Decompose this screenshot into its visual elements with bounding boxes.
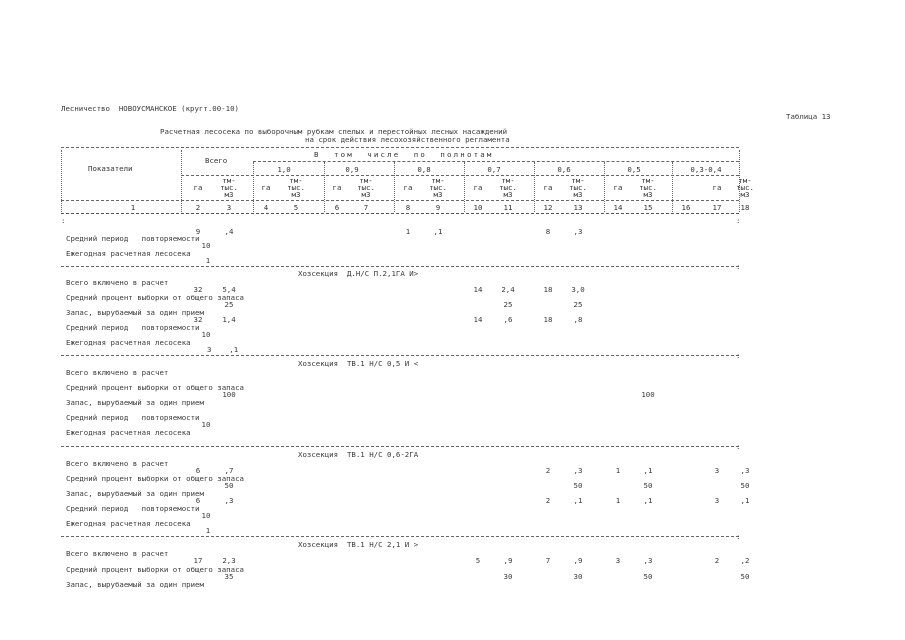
- header-col-separator: [394, 162, 395, 212]
- unit-vol: м3: [224, 190, 234, 199]
- cell-value: ,3: [573, 466, 583, 475]
- cell-value: 100: [641, 390, 655, 399]
- cell-value: 3: [714, 466, 720, 475]
- row-label-avg-period: Средний период повторяемости: [66, 234, 200, 243]
- unit-vol: тыс.: [357, 183, 375, 192]
- unit-vol: тыс.: [287, 183, 305, 192]
- unit-ha: га: [473, 183, 483, 192]
- cell-value: 6: [195, 466, 201, 475]
- forestry-title: Лесничество НОВОУСМАНСКОЕ (кругт.00-10): [61, 104, 239, 113]
- density-header: 0,5: [627, 165, 641, 174]
- cell-value: 18: [543, 315, 553, 324]
- cell-value: 6: [195, 496, 201, 505]
- column-number: 1: [130, 203, 136, 212]
- cell-value: 7: [545, 556, 551, 565]
- row-label-stock: Запас, вырубаемый за один прием: [66, 489, 204, 498]
- unit-ha: га: [712, 183, 722, 192]
- column-number: 13: [573, 203, 583, 212]
- cell-value: 9: [195, 227, 201, 236]
- column-number: 8: [405, 203, 411, 212]
- column-number: 11: [503, 203, 513, 212]
- cell-value: 50: [573, 481, 583, 490]
- cell-value: 50: [224, 481, 234, 490]
- cell-value: 3,0: [571, 285, 585, 294]
- section-title: Хозсекция ТВ.1 Н/С 0,6-2ГА: [298, 450, 419, 459]
- cell-value: ,7: [224, 466, 234, 475]
- cell-value: 10: [201, 420, 211, 429]
- unit-vol: м3: [503, 190, 513, 199]
- density-header: 1,0: [277, 165, 291, 174]
- cell-value: 1: [615, 466, 621, 475]
- unit-ha: га: [332, 183, 342, 192]
- cell-value: 17: [193, 556, 203, 565]
- cell-value: 50: [643, 572, 653, 581]
- row-label-stock: Запас, вырубаемый за один прием: [66, 398, 204, 407]
- cell-value: 1: [205, 526, 211, 535]
- cell-value: 32: [193, 315, 203, 324]
- row-label-annual-cut: Ежегодная расчетная лесосека: [66, 428, 191, 437]
- unit-vol: м3: [740, 190, 750, 199]
- cell-value: 3: [615, 556, 621, 565]
- unit-vol: м3: [361, 190, 371, 199]
- cell-value: 1: [615, 496, 621, 505]
- unit-ha: га: [543, 183, 553, 192]
- cell-value: 14: [473, 285, 483, 294]
- table-number: Таблица 13: [786, 112, 831, 121]
- cell-value: 50: [740, 481, 750, 490]
- unit-vol: тм-: [289, 176, 303, 185]
- cell-value: 32: [193, 285, 203, 294]
- cell-value: 10: [201, 241, 211, 250]
- cell-value: 50: [740, 572, 750, 581]
- row-label-total-included: Всего включено в расчет: [66, 278, 169, 287]
- cell-value: 10: [201, 511, 211, 520]
- unit-vol: тм-: [738, 176, 752, 185]
- unit-vol: тыс.: [429, 183, 447, 192]
- report-subtitle: на срок действия лесохозяйственного регламента: [305, 135, 510, 144]
- header-col-separator: [324, 162, 325, 212]
- header-rule-2: [61, 200, 739, 201]
- cell-value: 5,4: [222, 285, 236, 294]
- cell-value: 2: [545, 496, 551, 505]
- cell-value: 30: [503, 572, 513, 581]
- cell-value: 2: [714, 556, 720, 565]
- header-col-separator: [464, 162, 465, 212]
- row-label-avg-percent: Средний процент выборки от общего запаса: [66, 474, 244, 483]
- column-number: 4: [263, 203, 269, 212]
- cell-value: ,1: [643, 466, 653, 475]
- unit-ha: га: [261, 183, 271, 192]
- cell-value: 1: [405, 227, 411, 236]
- cell-value: 3 ,1: [207, 345, 239, 354]
- cell-value: 2,4: [501, 285, 515, 294]
- cell-value: ,1: [573, 496, 583, 505]
- cell-value: ,2: [740, 556, 750, 565]
- row-label-avg-percent: Средний процент выборки от общего запаса: [66, 383, 244, 392]
- unit-vol: м3: [643, 190, 653, 199]
- column-number: 14: [613, 203, 623, 212]
- cell-value: ,3: [643, 556, 653, 565]
- section-title: Хозсекция ТВ.1 Н/С 0,5 И <: [298, 359, 419, 368]
- section-rule: [61, 446, 739, 447]
- row-label-stock: Запас, вырубаемый за один прием: [66, 308, 204, 317]
- unit-vol: тыс.: [639, 183, 657, 192]
- row-label-total-included: Всего включено в расчет: [66, 368, 169, 377]
- row-label-avg-percent: Средний процент выборки от общего запаса: [66, 565, 244, 574]
- row-label-stock: Запас, вырубаемый за один прием: [66, 580, 204, 589]
- section-title: Хозсекция Д.Н/С П.2,1ГА И>: [298, 269, 419, 278]
- cell-value: 14: [473, 315, 483, 324]
- unit-vol: м3: [291, 190, 301, 199]
- section-rule: [61, 536, 739, 537]
- unit-vol: тм-: [222, 176, 236, 185]
- row-label-annual-cut: Ежегодная расчетная лесосека: [66, 338, 191, 347]
- header-col-separator: [181, 150, 182, 212]
- cell-value: 25: [224, 300, 234, 309]
- rule-marker: :: [736, 442, 741, 451]
- unit-vol: тм-: [501, 176, 515, 185]
- cell-value: 30: [573, 572, 583, 581]
- cell-value: ,3: [224, 496, 234, 505]
- cell-value: 18: [543, 285, 553, 294]
- unit-vol: тыс.: [569, 183, 587, 192]
- col-including-header: В том числе по полнотам: [314, 150, 494, 159]
- header-col-separator: [534, 162, 535, 212]
- cell-value: 35: [224, 572, 234, 581]
- column-number: 5: [293, 203, 299, 212]
- cell-value: 5: [475, 556, 481, 565]
- rule-marker: :: [736, 532, 741, 541]
- column-number: 3: [226, 203, 232, 212]
- column-number: 7: [363, 203, 369, 212]
- column-number: 16: [681, 203, 691, 212]
- cell-value: ,8: [573, 315, 583, 324]
- density-header: 0,7: [487, 165, 501, 174]
- cell-value: ,3: [740, 466, 750, 475]
- header-col-separator: [253, 162, 254, 212]
- column-number: 2: [195, 203, 201, 212]
- unit-vol: тм-: [359, 176, 373, 185]
- cell-value: ,6: [503, 315, 513, 324]
- cell-value: 25: [573, 300, 583, 309]
- header-col-separator: [604, 162, 605, 212]
- cell-value: 1: [205, 256, 211, 265]
- unit-ha: га: [403, 183, 413, 192]
- row-label-annual-cut: Ежегодная расчетная лесосека: [66, 249, 191, 258]
- unit-vol: тыс.: [736, 183, 754, 192]
- header-rule-3: [61, 213, 739, 214]
- column-number: 15: [643, 203, 653, 212]
- column-number: 6: [334, 203, 340, 212]
- cell-value: ,3: [573, 227, 583, 236]
- cell-value: 2: [545, 466, 551, 475]
- unit-rule: [181, 175, 739, 176]
- row-label-avg-percent: Средний процент выборки от общего запаса: [66, 293, 244, 302]
- report-title: Расчетная лесосека по выборочным рубкам спелых и перестойных лесных насаждений: [160, 127, 508, 136]
- column-number: 12: [543, 203, 553, 212]
- col-indicators-header: Показатели: [88, 164, 133, 173]
- unit-vol: тм-: [571, 176, 585, 185]
- cell-value: 1,4: [222, 315, 236, 324]
- cell-value: 25: [503, 300, 513, 309]
- row-label-avg-period: Средний период повторяемости: [66, 504, 200, 513]
- density-header: 0,3-0,4: [690, 165, 722, 174]
- row-label-total-included: Всего включено в расчет: [66, 459, 169, 468]
- cell-value: ,1: [643, 496, 653, 505]
- cell-value: 100: [222, 390, 236, 399]
- unit-vol: тм-: [431, 176, 445, 185]
- cell-value: ,1: [433, 227, 443, 236]
- density-header: 0,8: [417, 165, 431, 174]
- column-number: 18: [740, 203, 750, 212]
- row-label-avg-period: Средний период повторяемости: [66, 413, 200, 422]
- cell-value: ,1: [740, 496, 750, 505]
- header-col-separator: [672, 162, 673, 212]
- unit-ha: га: [193, 183, 203, 192]
- unit-vol: тм-: [641, 176, 655, 185]
- column-number: 17: [712, 203, 722, 212]
- column-number: 9: [435, 203, 441, 212]
- cell-value: 50: [643, 481, 653, 490]
- density-header: 0,9: [345, 165, 359, 174]
- cell-value: 8: [545, 227, 551, 236]
- column-number: 10: [473, 203, 483, 212]
- section-rule: [61, 355, 739, 356]
- cell-value: ,9: [503, 556, 513, 565]
- unit-vol: тыс.: [220, 183, 238, 192]
- cell-value: 10: [201, 330, 211, 339]
- unit-vol: тыс.: [499, 183, 517, 192]
- density-rule: [253, 161, 739, 162]
- rule-marker: :: [736, 262, 741, 271]
- section-title: Хозсекция ТВ.1 Н/С 2,1 И >: [298, 540, 419, 549]
- row-label-annual-cut: Ежегодная расчетная лесосека: [66, 519, 191, 528]
- row-label-total-included: Всего включено в расчет: [66, 549, 169, 558]
- unit-vol: м3: [433, 190, 443, 199]
- unit-ha: га: [613, 183, 623, 192]
- rule-marker: :: [61, 216, 66, 225]
- cell-value: ,9: [573, 556, 583, 565]
- rule-marker: :: [736, 216, 741, 225]
- cell-value: ,4: [224, 227, 234, 236]
- section-rule: [61, 266, 739, 267]
- cell-value: 3: [714, 496, 720, 505]
- rule-marker: :: [736, 351, 741, 360]
- row-label-avg-period: Средний период повторяемости: [66, 323, 200, 332]
- col-total-header: Всего: [205, 156, 228, 165]
- table-top-rule: [61, 147, 739, 148]
- table-border: [61, 150, 62, 212]
- unit-vol: м3: [573, 190, 583, 199]
- density-header: 0,6: [557, 165, 571, 174]
- cell-value: 2,3: [222, 556, 236, 565]
